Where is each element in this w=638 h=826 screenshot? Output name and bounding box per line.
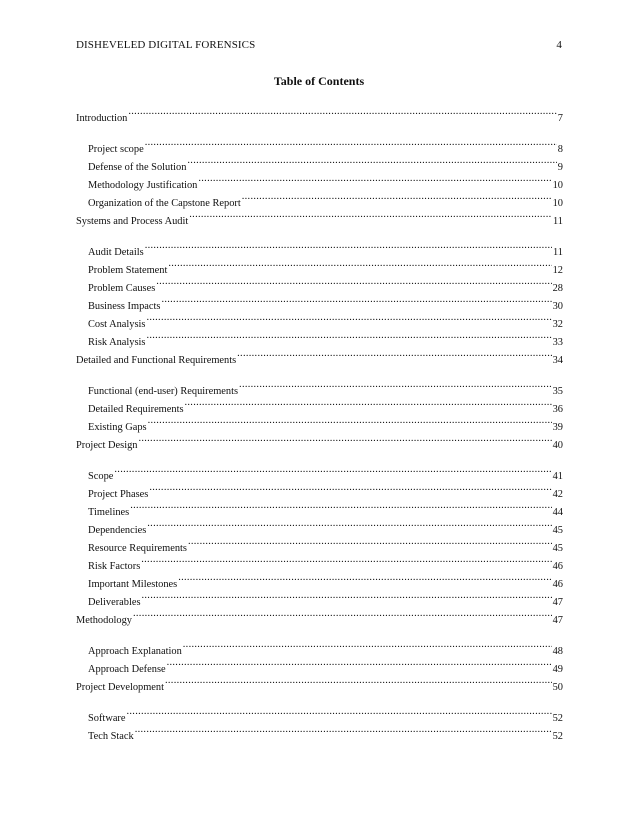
toc-subsection-entry[interactable] bbox=[76, 569, 563, 590]
toc-entry-page: 41 bbox=[552, 471, 563, 482]
toc-subsection-entry[interactable] bbox=[76, 394, 563, 415]
toc-subsection-entry[interactable] bbox=[76, 703, 563, 724]
dot-leader bbox=[114, 461, 551, 479]
dot-leader bbox=[198, 170, 551, 188]
toc-subsection-entry[interactable] bbox=[76, 587, 563, 608]
toc-entry-title: Detailed and Functional Requirements bbox=[76, 355, 237, 366]
toc-subsection-entry[interactable] bbox=[76, 497, 563, 518]
toc-entry-title: Risk Analysis bbox=[88, 337, 146, 348]
toc-entry-page: 11 bbox=[552, 247, 563, 258]
dot-leader bbox=[156, 273, 551, 291]
dot-leader bbox=[237, 345, 551, 363]
toc-entry-page: 49 bbox=[552, 664, 563, 675]
dot-leader bbox=[147, 515, 551, 533]
toc-entry-page: 39 bbox=[552, 422, 563, 433]
toc-entry-title: Tech Stack bbox=[88, 731, 134, 742]
toc-entry-page: 32 bbox=[552, 319, 563, 330]
toc-entry-page: 35 bbox=[552, 386, 563, 397]
toc-entry-title: Functional (end-user) Requirements bbox=[88, 386, 239, 397]
toc-section-entry[interactable] bbox=[76, 605, 563, 626]
toc-entry-page: 33 bbox=[552, 337, 563, 348]
toc-entry-page: 10 bbox=[552, 180, 563, 191]
dot-leader bbox=[188, 533, 552, 551]
toc-section-entry[interactable] bbox=[76, 206, 563, 227]
toc-entry-title: Methodology Justification bbox=[88, 180, 198, 191]
toc-entry-page: 46 bbox=[552, 579, 563, 590]
dot-leader bbox=[135, 721, 552, 739]
toc-entry-page: 28 bbox=[552, 283, 563, 294]
toc-entry-page: 36 bbox=[552, 404, 563, 415]
toc-subsection-entry[interactable] bbox=[76, 551, 563, 572]
toc-section-entry[interactable] bbox=[76, 345, 563, 366]
toc-entry-title: Scope bbox=[88, 471, 114, 482]
toc-entry-title: Project Phases bbox=[88, 489, 149, 500]
toc-entry-page: 10 bbox=[552, 198, 563, 209]
toc-entry-title: Problem Causes bbox=[88, 283, 156, 294]
toc-entry-title: Dependencies bbox=[88, 525, 147, 536]
toc-subsection-entry[interactable] bbox=[76, 188, 563, 209]
toc-entry-title: Systems and Process Audit bbox=[76, 216, 189, 227]
toc-entry-page: 50 bbox=[552, 682, 563, 693]
dot-leader bbox=[128, 103, 556, 121]
toc-entry-page: 40 bbox=[552, 440, 563, 451]
toc-entry-title: Risk Factors bbox=[88, 561, 141, 572]
dot-leader bbox=[189, 206, 552, 224]
toc-subsection-entry[interactable] bbox=[76, 255, 563, 276]
toc-subsection-entry[interactable] bbox=[76, 412, 563, 433]
toc-entry-page: 45 bbox=[552, 543, 563, 554]
page-number: 4 bbox=[556, 39, 562, 51]
toc-entry-title: Organization of the Capstone Report bbox=[88, 198, 241, 209]
dot-leader bbox=[142, 587, 552, 605]
toc-entry-title: Software bbox=[88, 713, 126, 724]
dot-leader bbox=[133, 605, 552, 623]
toc-section-entry[interactable] bbox=[76, 430, 563, 451]
toc-entry-page: 44 bbox=[552, 507, 563, 518]
toc-entry-title: Business Impacts bbox=[88, 301, 161, 312]
dot-leader bbox=[178, 569, 551, 587]
dot-leader bbox=[242, 188, 552, 206]
dot-leader bbox=[165, 672, 552, 690]
dot-leader bbox=[167, 654, 552, 672]
toc-subsection-entry[interactable] bbox=[76, 152, 563, 173]
toc-entry-title: Approach Explanation bbox=[88, 646, 182, 657]
toc-section-entry[interactable] bbox=[76, 103, 563, 124]
toc-entry-title: Defense of the Solution bbox=[88, 162, 187, 173]
dot-leader bbox=[146, 327, 551, 345]
toc-subsection-entry[interactable] bbox=[76, 376, 563, 397]
toc-heading: Table of Contents bbox=[273, 74, 365, 88]
toc-subsection-entry[interactable] bbox=[76, 654, 563, 675]
dot-leader bbox=[141, 551, 551, 569]
dot-leader bbox=[127, 703, 552, 721]
toc-entry-page: 9 bbox=[557, 162, 563, 173]
toc-subsection-entry[interactable] bbox=[76, 273, 563, 294]
toc-entry-title: Methodology bbox=[76, 615, 132, 626]
dot-leader bbox=[168, 255, 551, 273]
toc-entry-page: 42 bbox=[552, 489, 563, 500]
toc-entry-page: 8 bbox=[557, 144, 563, 155]
toc-subsection-entry[interactable] bbox=[76, 170, 563, 191]
toc-subsection-entry[interactable] bbox=[76, 721, 563, 742]
dot-leader bbox=[187, 152, 556, 170]
dot-leader bbox=[148, 412, 552, 430]
toc-entry-title: Project scope bbox=[88, 144, 144, 155]
toc-entry-page: 47 bbox=[552, 615, 563, 626]
table-of-contents bbox=[76, 103, 563, 742]
toc-entry-page: 48 bbox=[552, 646, 563, 657]
toc-subsection-entry[interactable] bbox=[76, 237, 563, 258]
toc-subsection-entry[interactable] bbox=[76, 309, 563, 330]
toc-entry-page: 7 bbox=[557, 113, 563, 124]
toc-entry-page: 46 bbox=[552, 561, 563, 572]
dot-leader bbox=[149, 479, 551, 497]
toc-subsection-entry[interactable] bbox=[76, 327, 563, 348]
toc-entry-page: 45 bbox=[552, 525, 563, 536]
toc-entry-title: Project Design bbox=[76, 440, 138, 451]
toc-entry-title: Approach Defense bbox=[88, 664, 166, 675]
toc-entry-page: 11 bbox=[552, 216, 563, 227]
toc-entry-title: Timelines bbox=[88, 507, 130, 518]
toc-entry-title: Audit Details bbox=[88, 247, 144, 258]
toc-entry-title: Deliverables bbox=[88, 597, 141, 608]
toc-entry-title: Project Development bbox=[76, 682, 165, 693]
toc-entry-title: Resource Requirements bbox=[88, 543, 187, 554]
toc-section-entry[interactable] bbox=[76, 672, 563, 693]
toc-entry-title: Cost Analysis bbox=[88, 319, 146, 330]
toc-entry-title: Important Milestones bbox=[88, 579, 178, 590]
dot-leader bbox=[145, 134, 557, 152]
toc-entry-title: Problem Statement bbox=[88, 265, 168, 276]
dot-leader bbox=[185, 394, 552, 412]
toc-subsection-entry[interactable] bbox=[76, 134, 563, 155]
toc-subsection-entry[interactable] bbox=[76, 636, 563, 657]
running-head-title: DISHEVELED DIGITAL FORENSICS bbox=[76, 39, 256, 51]
toc-entry-page: 47 bbox=[552, 597, 563, 608]
toc-subsection-entry[interactable] bbox=[76, 461, 563, 482]
toc-subsection-entry[interactable] bbox=[76, 533, 563, 554]
toc-entry-page: 34 bbox=[552, 355, 563, 366]
dot-leader bbox=[183, 636, 552, 654]
dot-leader bbox=[161, 291, 551, 309]
toc-entry-page: 30 bbox=[552, 301, 563, 312]
toc-entry-page: 52 bbox=[552, 731, 563, 742]
toc-entry-title: Detailed Requirements bbox=[88, 404, 184, 415]
toc-entry-page: 52 bbox=[552, 713, 563, 724]
toc-entry-page: 12 bbox=[552, 265, 563, 276]
dot-leader bbox=[138, 430, 551, 448]
dot-leader bbox=[130, 497, 551, 515]
toc-entry-title: Introduction bbox=[76, 113, 128, 124]
dot-leader bbox=[239, 376, 552, 394]
dot-leader bbox=[145, 237, 552, 255]
toc-subsection-entry[interactable] bbox=[76, 291, 563, 312]
toc-subsection-entry[interactable] bbox=[76, 515, 563, 536]
toc-subsection-entry[interactable] bbox=[76, 479, 563, 500]
toc-entry-title: Existing Gaps bbox=[88, 422, 147, 433]
dot-leader bbox=[146, 309, 551, 327]
